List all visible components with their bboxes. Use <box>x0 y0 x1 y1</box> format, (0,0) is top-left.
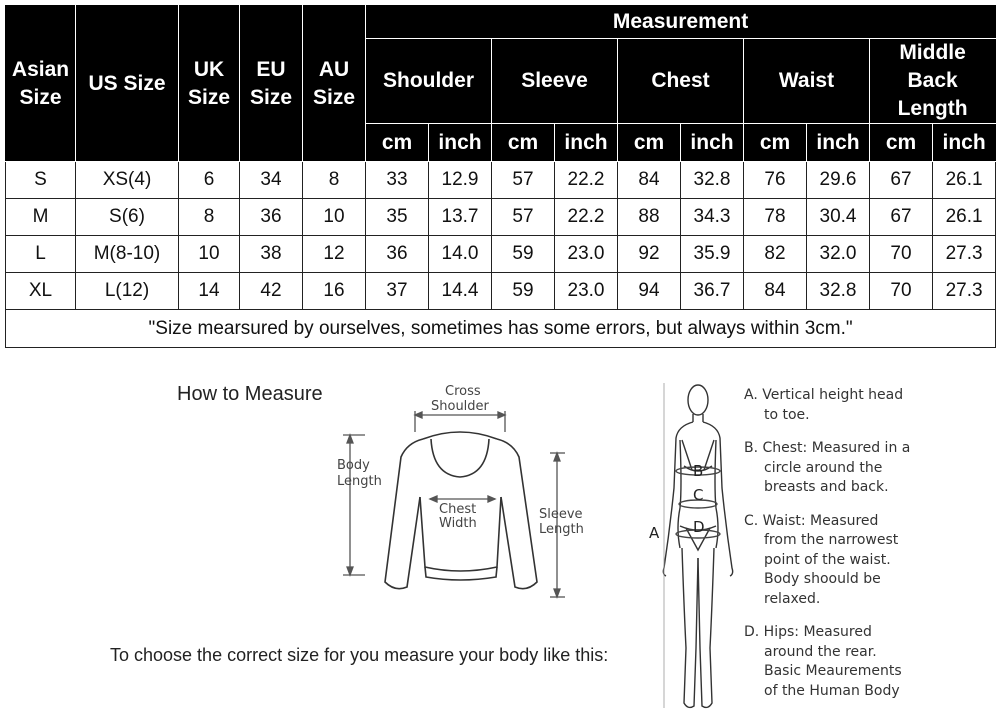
legend-item <box>744 439 994 498</box>
body-length-label: Length <box>337 474 382 489</box>
table-cell: 32.8 <box>807 273 870 310</box>
table-cell: S <box>6 162 76 199</box>
table-cell: 70 <box>870 236 933 273</box>
table-cell: 34.3 <box>681 199 744 236</box>
legend-item <box>744 386 994 425</box>
chest-width-label: Width <box>439 516 477 531</box>
unit-header: cm <box>618 124 681 162</box>
table-cell: 14.0 <box>429 236 492 273</box>
unit-header: inch <box>807 124 870 162</box>
legend-item <box>744 512 994 610</box>
table-cell: 16 <box>303 273 366 310</box>
table-cell: M(8-10) <box>76 236 179 273</box>
unit-header: inch <box>933 124 996 162</box>
table-row <box>6 236 996 273</box>
table-cell: 88 <box>618 199 681 236</box>
legend-item-title: D. Hips: Measured <box>744 624 872 640</box>
hips-marker-d: D <box>693 518 705 536</box>
chest-header: Chest <box>618 39 744 124</box>
legend-item-line: of the Human Body <box>764 682 900 699</box>
table-cell: 92 <box>618 236 681 273</box>
measurement-header: Measurement <box>366 6 996 39</box>
measurement-legend <box>744 386 994 715</box>
table-cell: 30.4 <box>807 199 870 236</box>
unit-header: cm <box>492 124 555 162</box>
table-cell: 67 <box>870 162 933 199</box>
table-cell: 27.3 <box>933 273 996 310</box>
table-cell: 35 <box>366 199 429 236</box>
legend-item-title: B. Chest: Measured in a <box>744 440 911 456</box>
table-cell: 12.9 <box>429 162 492 199</box>
au-size-header: AU Size <box>303 6 366 162</box>
table-cell: XS(4) <box>76 162 179 199</box>
table-cell: L(12) <box>76 273 179 310</box>
table-cell: M <box>6 199 76 236</box>
table-cell: 33 <box>366 162 429 199</box>
legend-item-line: breasts and back. <box>764 479 889 495</box>
sleeve-header: Sleeve <box>492 39 618 124</box>
table-cell: 13.7 <box>429 199 492 236</box>
asian-size-header: Asian Size <box>6 6 76 162</box>
table-cell: 32.8 <box>681 162 744 199</box>
unit-header: inch <box>555 124 618 162</box>
table-cell: 37 <box>366 273 429 310</box>
legend-item-line: from the narrowest <box>764 532 899 548</box>
table-cell: 8 <box>179 199 240 236</box>
table-row <box>6 199 996 236</box>
table-cell: 84 <box>744 273 807 310</box>
table-cell: 12 <box>303 236 366 273</box>
legend-item-line: circle around the <box>764 459 883 476</box>
table-cell: 8 <box>303 162 366 199</box>
sleeve-length-label: Length <box>539 522 584 537</box>
table-cell: 57 <box>492 162 555 199</box>
table-cell: 26.1 <box>933 199 996 236</box>
middle-back-length-header: Middle Back Length <box>870 39 996 124</box>
table-cell: 84 <box>618 162 681 199</box>
sleeve-length-label: Sleeve <box>539 507 583 522</box>
uk-size-header: UK Size <box>179 6 240 162</box>
shoulder-header: Shoulder <box>366 39 492 124</box>
table-cell: 27.3 <box>933 236 996 273</box>
table-cell: 76 <box>744 162 807 199</box>
table-cell: 57 <box>492 199 555 236</box>
unit-header: cm <box>744 124 807 162</box>
table-cell: 14 <box>179 273 240 310</box>
table-row <box>6 162 996 199</box>
table-cell: XL <box>6 273 76 310</box>
table-cell: 35.9 <box>681 236 744 273</box>
table-cell: 14.4 <box>429 273 492 310</box>
table-cell: 59 <box>492 236 555 273</box>
cross-shoulder-label: Cross <box>445 384 481 399</box>
table-cell: 67 <box>870 199 933 236</box>
table-cell: 70 <box>870 273 933 310</box>
legend-item-title: C. Waist: Measured <box>744 512 879 529</box>
legend-item-line: relaxed. <box>764 590 821 607</box>
unit-header: inch <box>429 124 492 162</box>
choose-size-instruction: To choose the correct size for you measure your body like this: <box>110 645 609 665</box>
table-cell: S(6) <box>76 199 179 236</box>
table-cell: 36.7 <box>681 273 744 310</box>
human-body-diagram <box>640 378 740 718</box>
height-marker-a: A <box>649 524 660 542</box>
table-cell: 22.2 <box>555 162 618 199</box>
unit-header: inch <box>681 124 744 162</box>
eu-size-header: EU Size <box>240 6 303 162</box>
table-cell: 36 <box>366 236 429 273</box>
table-cell: 22.2 <box>555 199 618 236</box>
table-cell: 94 <box>618 273 681 310</box>
legend-item-line: around the rear. <box>764 643 877 660</box>
waist-marker-c: C <box>693 486 704 504</box>
size-chart-table <box>5 5 996 348</box>
table-cell: 34 <box>240 162 303 199</box>
table-cell: 59 <box>492 273 555 310</box>
how-to-measure-title: How to Measure <box>177 383 323 405</box>
table-row <box>6 273 996 310</box>
table-cell: 82 <box>744 236 807 273</box>
chest-marker-b: B <box>693 462 704 480</box>
table-cell: L <box>6 236 76 273</box>
legend-item-title: A. Vertical height head <box>744 387 904 403</box>
table-cell: 10 <box>303 199 366 236</box>
legend-item-line: point of the waist. <box>764 551 891 568</box>
table-cell: 78 <box>744 199 807 236</box>
unit-header: cm <box>870 124 933 162</box>
table-cell: 23.0 <box>555 236 618 273</box>
table-cell: 38 <box>240 236 303 273</box>
size-note: "Size mearsured by ourselves, sometimes has some errors, but always within 3cm." <box>6 310 996 348</box>
table-cell: 6 <box>179 162 240 199</box>
table-cell: 36 <box>240 199 303 236</box>
legend-item-line: to toe. <box>764 406 810 423</box>
table-cell: 23.0 <box>555 273 618 310</box>
table-cell: 26.1 <box>933 162 996 199</box>
table-cell: 29.6 <box>807 162 870 199</box>
legend-item-line: Basic Meaurements <box>764 663 902 679</box>
table-cell: 10 <box>179 236 240 273</box>
table-cell: 42 <box>240 273 303 310</box>
waist-header: Waist <box>744 39 870 124</box>
legend-item <box>744 623 994 701</box>
us-size-header: US Size <box>76 6 179 162</box>
chest-width-label: Chest <box>439 502 477 517</box>
garment-measure-diagram <box>325 377 625 607</box>
table-cell: 32.0 <box>807 236 870 273</box>
unit-header: cm <box>366 124 429 162</box>
cross-shoulder-label: Shoulder <box>431 399 489 414</box>
body-length-label: Body <box>337 458 370 473</box>
legend-item-line: Body shoould be <box>764 571 881 587</box>
